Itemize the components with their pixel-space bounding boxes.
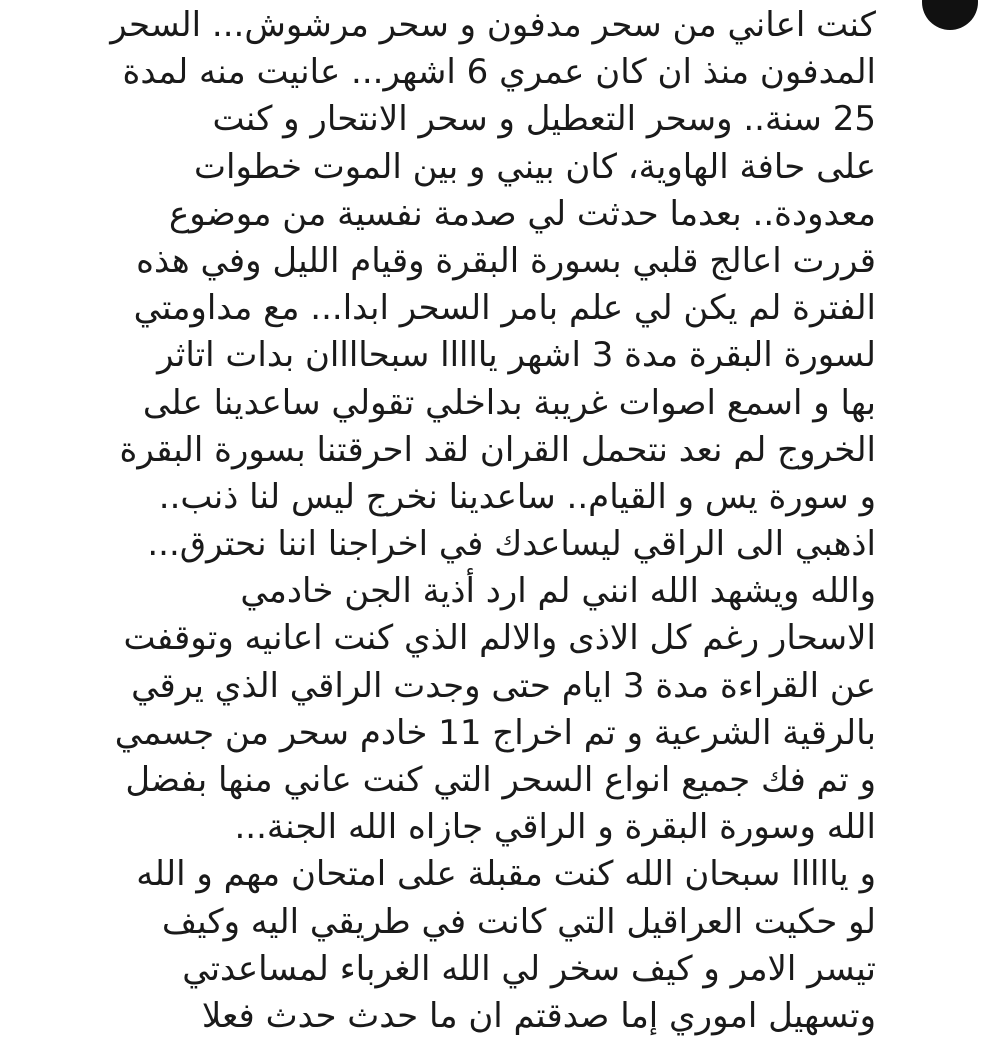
post-line: الخروج لم نعد نتحمل القران لقد احرقتنا بسورة البقرة xyxy=(119,429,876,470)
post-line: الفترة لم يكن لي علم بامر السحر ابدا... مع مداومتي xyxy=(133,288,876,329)
post-line: قررت اعالج قلبي بسورة البقرة وقيام الليل وفي هذه xyxy=(136,240,876,281)
post-line: بها و اسمع اصوات غريبة بداخلي تقولي ساعدينا على xyxy=(142,382,876,423)
post-line: لسورة البقرة مدة 3 اشهر يااااا سبحاااان بدات اتاثر xyxy=(157,335,876,376)
post-line: معدودة.. بعدما حدثت لي صدمة نفسية من موضوع xyxy=(168,193,876,234)
post-line: 25 سنة.. وسحر التعطيل و سحر الانتحار و كنت xyxy=(212,99,876,140)
post-line: و يااااا سبحان الله كنت مقبلة على امتحان مهم و الله xyxy=(136,854,876,895)
post-line: الله وسورة البقرة و الراقي جازاه الله الجنة... xyxy=(234,807,876,848)
post-text xyxy=(110,2,876,1040)
post-line: المدفون منذ ان كان عمري 6 اشهر... عانيت منه لمدة xyxy=(122,52,876,93)
post-line: بالرقية الشرعية و تم اخراج 11 خادم سحر من جسمي xyxy=(114,712,876,753)
post-line: اذهبي الى الراقي ليساعدك في اخراجنا اننا نحترق... xyxy=(147,524,876,565)
post-line: كنت اعاني من سحر مدفون و سحر مرشوش... السحر xyxy=(110,5,876,45)
post-line: عن القراءة مدة 3 ايام حتى وجدت الراقي الذي يرقي xyxy=(131,665,876,706)
post-line: على حافة الهاوية، كان بيني و بين الموت خطوات xyxy=(194,146,876,187)
post-line: الاسحار رغم كل الاذى والالم الذي كنت اعانيه وتوقفت xyxy=(123,618,876,659)
post-line: تيسر الامر و كيف سخر لي الله الغرباء لمساعدتي xyxy=(182,948,876,989)
post-line: لو حكيت العراقيل التي كانت في طريقي اليه وكيف xyxy=(161,901,876,942)
post-line: و سورة يس و القيام.. ساعدينا نخرج ليس لنا ذنب.. xyxy=(158,476,876,517)
avatar[interactable] xyxy=(922,0,978,30)
post-line: و تم فك جميع انواع السحر التي كنت عاني منها بفضل xyxy=(125,760,876,800)
post-line: والله ويشهد الله انني لم ارد أذية الجن خادمي xyxy=(240,571,876,612)
post-line: وتسهيل اموري إما صدقتم ان ما حدث حدث فعلا xyxy=(201,995,876,1036)
